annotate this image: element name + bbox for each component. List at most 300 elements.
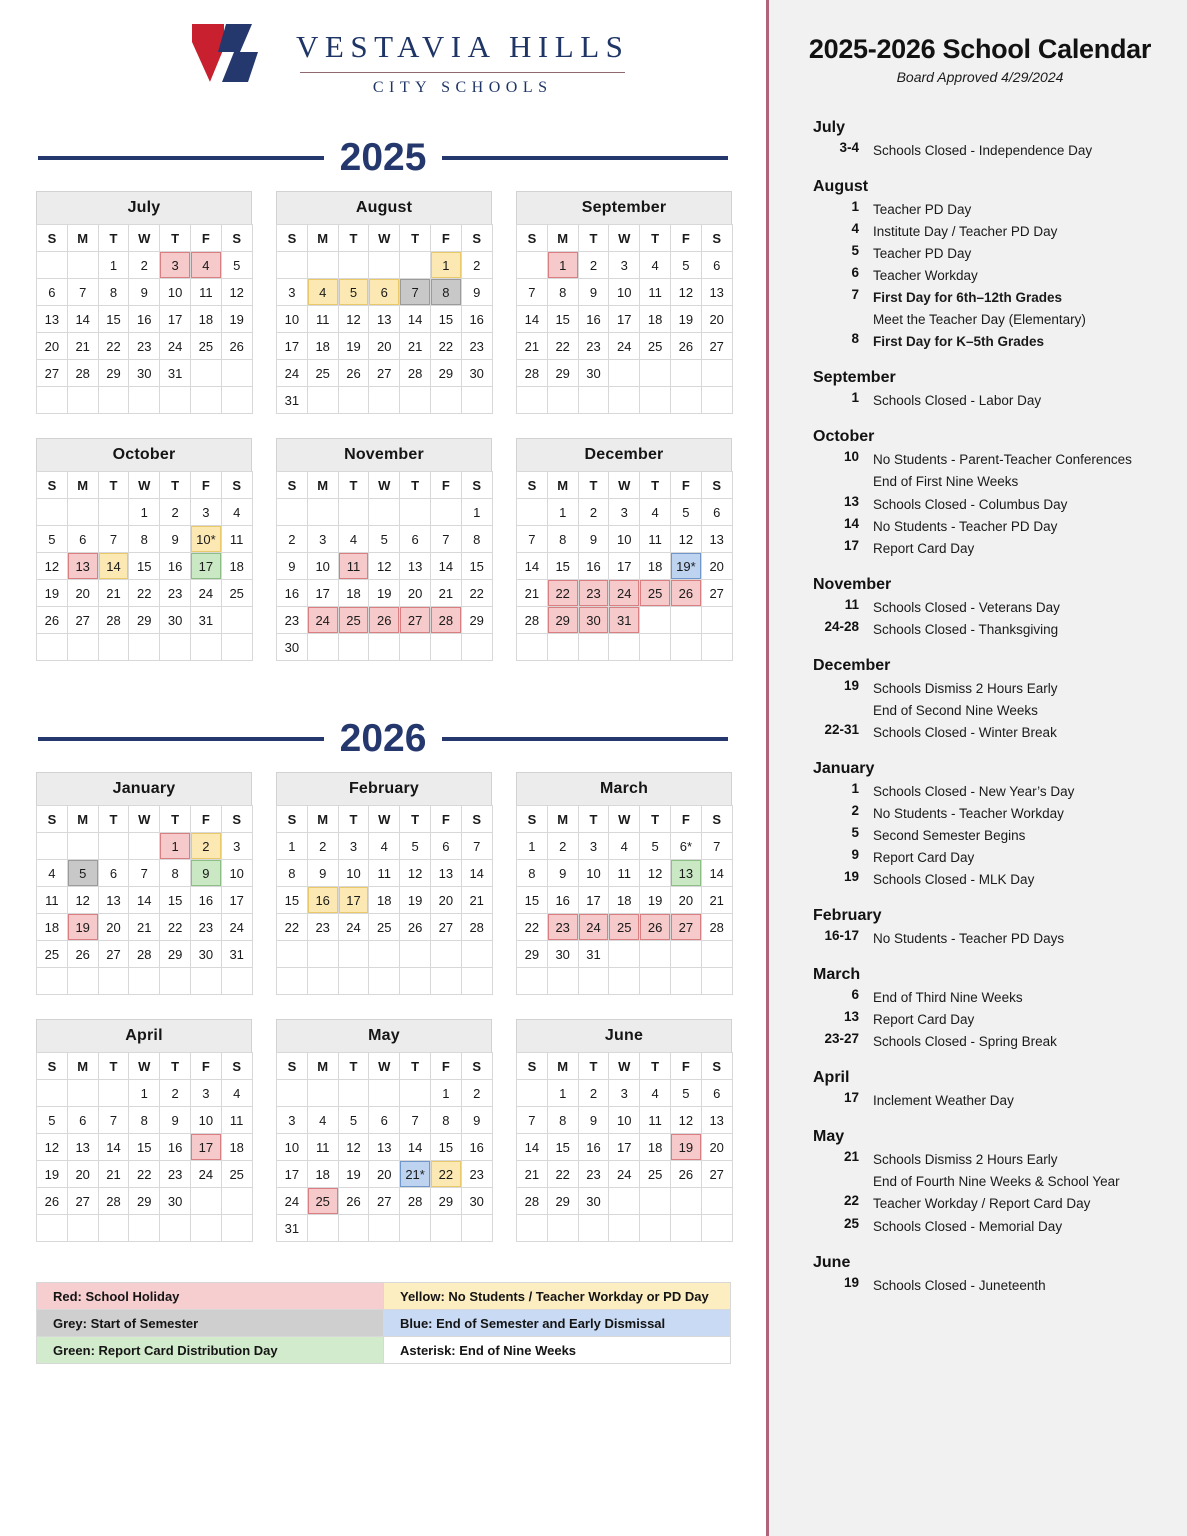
day-cell[interactable]: 31	[277, 1215, 308, 1242]
day-cell[interactable]: 7	[430, 526, 461, 553]
day-cell[interactable]: 3	[578, 833, 609, 860]
day-cell[interactable]: 15	[547, 306, 578, 333]
day-cell[interactable]: 2	[190, 833, 221, 860]
day-cell[interactable]: 5	[67, 860, 98, 887]
day-cell[interactable]: 3	[277, 279, 308, 306]
day-cell[interactable]: 12	[338, 306, 369, 333]
day-cell[interactable]: 10*	[190, 526, 221, 553]
day-cell[interactable]: 28	[400, 360, 431, 387]
day-cell[interactable]: 30	[277, 634, 308, 661]
day-cell[interactable]: 27	[701, 333, 732, 360]
day-cell[interactable]: 21	[98, 1161, 129, 1188]
day-cell[interactable]: 28	[701, 914, 732, 941]
day-cell[interactable]: 1	[277, 833, 308, 860]
day-cell[interactable]: 7	[129, 860, 160, 887]
day-cell[interactable]: 9	[578, 1107, 609, 1134]
day-cell[interactable]: 25	[640, 1161, 671, 1188]
day-cell[interactable]: 25	[338, 607, 369, 634]
day-cell[interactable]: 23	[160, 580, 191, 607]
day-cell[interactable]: 8	[430, 1107, 461, 1134]
day-cell[interactable]: 11	[640, 1107, 671, 1134]
day-cell[interactable]: 1	[98, 252, 129, 279]
day-cell[interactable]: 4	[307, 279, 338, 306]
day-cell[interactable]: 23	[277, 607, 308, 634]
day-cell[interactable]: 26	[640, 914, 671, 941]
day-cell[interactable]: 5	[338, 279, 369, 306]
day-cell[interactable]: 17	[578, 887, 609, 914]
day-cell[interactable]: 19	[400, 887, 431, 914]
day-cell[interactable]: 13	[67, 1134, 98, 1161]
day-cell[interactable]: 1	[547, 1080, 578, 1107]
day-cell[interactable]: 27	[67, 1188, 98, 1215]
day-cell[interactable]: 25	[221, 1161, 252, 1188]
day-cell[interactable]: 30	[578, 607, 609, 634]
day-cell[interactable]: 20	[369, 1161, 400, 1188]
day-cell[interactable]: 9	[547, 860, 578, 887]
day-cell[interactable]: 28	[517, 1188, 548, 1215]
day-cell[interactable]: 16	[129, 306, 160, 333]
day-cell[interactable]: 6	[369, 279, 400, 306]
day-cell[interactable]: 19*	[670, 553, 701, 580]
day-cell[interactable]: 18	[190, 306, 221, 333]
day-cell[interactable]: 20	[701, 553, 732, 580]
day-cell[interactable]: 15	[461, 553, 492, 580]
day-cell[interactable]: 1	[547, 499, 578, 526]
day-cell[interactable]: 26	[67, 941, 98, 968]
day-cell[interactable]: 24	[609, 333, 640, 360]
day-cell[interactable]: 17	[190, 1134, 221, 1161]
day-cell[interactable]: 5	[369, 526, 400, 553]
day-cell[interactable]: 24	[609, 1161, 640, 1188]
day-cell[interactable]: 4	[221, 1080, 252, 1107]
day-cell[interactable]: 13	[430, 860, 461, 887]
day-cell[interactable]: 28	[98, 1188, 129, 1215]
day-cell[interactable]: 12	[400, 860, 431, 887]
day-cell[interactable]: 9	[461, 279, 492, 306]
day-cell[interactable]: 18	[37, 914, 68, 941]
day-cell[interactable]: 28	[430, 607, 461, 634]
day-cell[interactable]: 4	[609, 833, 640, 860]
day-cell[interactable]: 24	[277, 360, 308, 387]
day-cell[interactable]: 9	[461, 1107, 492, 1134]
day-cell[interactable]: 5	[670, 499, 701, 526]
day-cell[interactable]: 24	[190, 1161, 221, 1188]
day-cell[interactable]: 1	[461, 499, 492, 526]
day-cell[interactable]: 27	[701, 1161, 732, 1188]
day-cell[interactable]: 11	[307, 306, 338, 333]
day-cell[interactable]: 18	[609, 887, 640, 914]
day-cell[interactable]: 3	[277, 1107, 308, 1134]
day-cell[interactable]: 18	[221, 1134, 252, 1161]
day-cell[interactable]: 6	[67, 1107, 98, 1134]
day-cell[interactable]: 27	[369, 1188, 400, 1215]
day-cell[interactable]: 1	[547, 252, 578, 279]
day-cell[interactable]: 18	[640, 1134, 671, 1161]
day-cell[interactable]: 22	[98, 333, 129, 360]
day-cell[interactable]: 7	[517, 1107, 548, 1134]
day-cell[interactable]: 20	[400, 580, 431, 607]
day-cell[interactable]: 23	[160, 1161, 191, 1188]
day-cell[interactable]: 30	[578, 1188, 609, 1215]
day-cell[interactable]: 13	[98, 887, 129, 914]
day-cell[interactable]: 1	[430, 1080, 461, 1107]
day-cell[interactable]: 4	[307, 1107, 338, 1134]
day-cell[interactable]: 23	[578, 333, 609, 360]
day-cell[interactable]: 22	[430, 1161, 461, 1188]
day-cell[interactable]: 12	[37, 1134, 68, 1161]
day-cell[interactable]: 4	[640, 499, 671, 526]
day-cell[interactable]: 3	[609, 1080, 640, 1107]
day-cell[interactable]: 29	[160, 941, 191, 968]
day-cell[interactable]: 15	[547, 553, 578, 580]
day-cell[interactable]: 8	[160, 860, 191, 887]
day-cell[interactable]: 20	[67, 1161, 98, 1188]
day-cell[interactable]: 17	[160, 306, 191, 333]
day-cell[interactable]: 22	[547, 333, 578, 360]
day-cell[interactable]: 6	[400, 526, 431, 553]
day-cell[interactable]: 13	[369, 306, 400, 333]
day-cell[interactable]: 12	[338, 1134, 369, 1161]
day-cell[interactable]: 17	[609, 306, 640, 333]
day-cell[interactable]: 20	[369, 333, 400, 360]
day-cell[interactable]: 18	[338, 580, 369, 607]
day-cell[interactable]: 13	[701, 1107, 732, 1134]
day-cell[interactable]: 6	[67, 526, 98, 553]
day-cell[interactable]: 4	[369, 833, 400, 860]
day-cell[interactable]: 23	[578, 1161, 609, 1188]
day-cell[interactable]: 4	[190, 252, 221, 279]
day-cell[interactable]: 18	[221, 553, 252, 580]
day-cell[interactable]: 28	[98, 607, 129, 634]
day-cell[interactable]: 2	[547, 833, 578, 860]
day-cell[interactable]: 19	[338, 1161, 369, 1188]
day-cell[interactable]: 1	[160, 833, 191, 860]
day-cell[interactable]: 24	[338, 914, 369, 941]
day-cell[interactable]: 24	[277, 1188, 308, 1215]
day-cell[interactable]: 23	[129, 333, 160, 360]
day-cell[interactable]: 11	[640, 279, 671, 306]
day-cell[interactable]: 19	[67, 914, 98, 941]
day-cell[interactable]: 25	[640, 580, 671, 607]
day-cell[interactable]: 8	[430, 279, 461, 306]
day-cell[interactable]: 30	[129, 360, 160, 387]
day-cell[interactable]: 5	[338, 1107, 369, 1134]
day-cell[interactable]: 11	[221, 526, 252, 553]
day-cell[interactable]: 8	[461, 526, 492, 553]
day-cell[interactable]: 5	[670, 252, 701, 279]
day-cell[interactable]: 22	[277, 914, 308, 941]
day-cell[interactable]: 11	[640, 526, 671, 553]
day-cell[interactable]: 6	[37, 279, 68, 306]
day-cell[interactable]: 3	[609, 499, 640, 526]
day-cell[interactable]: 19	[640, 887, 671, 914]
day-cell[interactable]: 3	[190, 499, 221, 526]
day-cell[interactable]: 16	[160, 1134, 191, 1161]
day-cell[interactable]: 27	[400, 607, 431, 634]
day-cell[interactable]: 21	[98, 580, 129, 607]
day-cell[interactable]: 17	[609, 553, 640, 580]
day-cell[interactable]: 28	[517, 360, 548, 387]
day-cell[interactable]: 22	[160, 914, 191, 941]
day-cell[interactable]: 5	[221, 252, 252, 279]
day-cell[interactable]: 22	[461, 580, 492, 607]
day-cell[interactable]: 18	[307, 1161, 338, 1188]
day-cell[interactable]: 18	[640, 553, 671, 580]
day-cell[interactable]: 11	[338, 553, 369, 580]
day-cell[interactable]: 14	[400, 306, 431, 333]
day-cell[interactable]: 10	[338, 860, 369, 887]
day-cell[interactable]: 17	[609, 1134, 640, 1161]
day-cell[interactable]: 7	[517, 279, 548, 306]
day-cell[interactable]: 21	[701, 887, 732, 914]
day-cell[interactable]: 20	[430, 887, 461, 914]
day-cell[interactable]: 31	[160, 360, 191, 387]
day-cell[interactable]: 2	[578, 1080, 609, 1107]
day-cell[interactable]: 24	[609, 580, 640, 607]
day-cell[interactable]: 20	[701, 1134, 732, 1161]
day-cell[interactable]: 25	[190, 333, 221, 360]
day-cell[interactable]: 20	[670, 887, 701, 914]
day-cell[interactable]: 24	[160, 333, 191, 360]
day-cell[interactable]: 25	[369, 914, 400, 941]
day-cell[interactable]: 22	[517, 914, 548, 941]
day-cell[interactable]: 9	[190, 860, 221, 887]
day-cell[interactable]: 24	[190, 580, 221, 607]
day-cell[interactable]: 9	[129, 279, 160, 306]
day-cell[interactable]: 20	[701, 306, 732, 333]
day-cell[interactable]: 16	[307, 887, 338, 914]
day-cell[interactable]: 16	[547, 887, 578, 914]
day-cell[interactable]: 29	[98, 360, 129, 387]
day-cell[interactable]: 7	[400, 279, 431, 306]
day-cell[interactable]: 4	[338, 526, 369, 553]
day-cell[interactable]: 10	[277, 306, 308, 333]
day-cell[interactable]: 7	[400, 1107, 431, 1134]
day-cell[interactable]: 24	[307, 607, 338, 634]
day-cell[interactable]: 15	[547, 1134, 578, 1161]
day-cell[interactable]: 13	[37, 306, 68, 333]
day-cell[interactable]: 22	[129, 1161, 160, 1188]
day-cell[interactable]: 21	[430, 580, 461, 607]
day-cell[interactable]: 7	[461, 833, 492, 860]
day-cell[interactable]: 3	[609, 252, 640, 279]
day-cell[interactable]: 28	[517, 607, 548, 634]
day-cell[interactable]: 19	[221, 306, 252, 333]
day-cell[interactable]: 5	[400, 833, 431, 860]
day-cell[interactable]: 17	[221, 887, 252, 914]
day-cell[interactable]: 28	[400, 1188, 431, 1215]
day-cell[interactable]: 21	[129, 914, 160, 941]
day-cell[interactable]: 27	[701, 580, 732, 607]
day-cell[interactable]: 13	[701, 279, 732, 306]
day-cell[interactable]: 15	[160, 887, 191, 914]
day-cell[interactable]: 25	[307, 360, 338, 387]
day-cell[interactable]: 1	[129, 499, 160, 526]
day-cell[interactable]: 9	[277, 553, 308, 580]
day-cell[interactable]: 11	[369, 860, 400, 887]
day-cell[interactable]: 15	[129, 553, 160, 580]
day-cell[interactable]: 11	[221, 1107, 252, 1134]
day-cell[interactable]: 14	[517, 553, 548, 580]
day-cell[interactable]: 15	[277, 887, 308, 914]
day-cell[interactable]: 24	[221, 914, 252, 941]
day-cell[interactable]: 30	[160, 607, 191, 634]
day-cell[interactable]: 12	[670, 279, 701, 306]
day-cell[interactable]: 18	[640, 306, 671, 333]
day-cell[interactable]: 29	[547, 360, 578, 387]
day-cell[interactable]: 1	[129, 1080, 160, 1107]
day-cell[interactable]: 26	[221, 333, 252, 360]
day-cell[interactable]: 19	[37, 1161, 68, 1188]
day-cell[interactable]: 25	[221, 580, 252, 607]
day-cell[interactable]: 23	[190, 914, 221, 941]
day-cell[interactable]: 30	[578, 360, 609, 387]
day-cell[interactable]: 27	[670, 914, 701, 941]
day-cell[interactable]: 31	[221, 941, 252, 968]
day-cell[interactable]: 3	[338, 833, 369, 860]
day-cell[interactable]: 16	[461, 1134, 492, 1161]
day-cell[interactable]: 12	[369, 553, 400, 580]
day-cell[interactable]: 25	[609, 914, 640, 941]
day-cell[interactable]: 5	[37, 1107, 68, 1134]
day-cell[interactable]: 8	[277, 860, 308, 887]
day-cell[interactable]: 4	[37, 860, 68, 887]
day-cell[interactable]: 1	[430, 252, 461, 279]
day-cell[interactable]: 25	[37, 941, 68, 968]
day-cell[interactable]: 8	[517, 860, 548, 887]
day-cell[interactable]: 27	[37, 360, 68, 387]
day-cell[interactable]: 11	[190, 279, 221, 306]
day-cell[interactable]: 22	[129, 580, 160, 607]
day-cell[interactable]: 25	[307, 1188, 338, 1215]
day-cell[interactable]: 10	[160, 279, 191, 306]
day-cell[interactable]: 2	[160, 499, 191, 526]
day-cell[interactable]: 13	[400, 553, 431, 580]
day-cell[interactable]: 13	[701, 526, 732, 553]
day-cell[interactable]: 22	[547, 1161, 578, 1188]
day-cell[interactable]: 4	[640, 252, 671, 279]
day-cell[interactable]: 8	[547, 526, 578, 553]
day-cell[interactable]: 17	[277, 333, 308, 360]
day-cell[interactable]: 30	[547, 941, 578, 968]
day-cell[interactable]: 13	[369, 1134, 400, 1161]
day-cell[interactable]: 1	[517, 833, 548, 860]
day-cell[interactable]: 2	[129, 252, 160, 279]
day-cell[interactable]: 7	[701, 833, 732, 860]
day-cell[interactable]: 3	[160, 252, 191, 279]
day-cell[interactable]: 2	[277, 526, 308, 553]
day-cell[interactable]: 26	[670, 333, 701, 360]
day-cell[interactable]: 10	[277, 1134, 308, 1161]
day-cell[interactable]: 29	[129, 1188, 160, 1215]
day-cell[interactable]: 26	[338, 360, 369, 387]
day-cell[interactable]: 21	[67, 333, 98, 360]
day-cell[interactable]: 8	[547, 1107, 578, 1134]
day-cell[interactable]: 12	[670, 526, 701, 553]
day-cell[interactable]: 26	[37, 1188, 68, 1215]
day-cell[interactable]: 10	[190, 1107, 221, 1134]
day-cell[interactable]: 21*	[400, 1161, 431, 1188]
day-cell[interactable]: 8	[547, 279, 578, 306]
day-cell[interactable]: 5	[37, 526, 68, 553]
day-cell[interactable]: 10	[221, 860, 252, 887]
day-cell[interactable]: 14	[98, 1134, 129, 1161]
day-cell[interactable]: 14	[98, 553, 129, 580]
day-cell[interactable]: 15	[517, 887, 548, 914]
day-cell[interactable]: 19	[369, 580, 400, 607]
day-cell[interactable]: 4	[640, 1080, 671, 1107]
day-cell[interactable]: 2	[461, 1080, 492, 1107]
day-cell[interactable]: 26	[670, 1161, 701, 1188]
day-cell[interactable]: 14	[517, 1134, 548, 1161]
day-cell[interactable]: 23	[307, 914, 338, 941]
day-cell[interactable]: 12	[221, 279, 252, 306]
day-cell[interactable]: 21	[517, 1161, 548, 1188]
day-cell[interactable]: 27	[369, 360, 400, 387]
day-cell[interactable]: 15	[129, 1134, 160, 1161]
day-cell[interactable]: 25	[640, 333, 671, 360]
day-cell[interactable]: 3	[221, 833, 252, 860]
day-cell[interactable]: 31	[578, 941, 609, 968]
day-cell[interactable]: 27	[67, 607, 98, 634]
day-cell[interactable]: 18	[307, 333, 338, 360]
day-cell[interactable]: 31	[190, 607, 221, 634]
day-cell[interactable]: 14	[400, 1134, 431, 1161]
day-cell[interactable]: 9	[578, 279, 609, 306]
day-cell[interactable]: 23	[461, 1161, 492, 1188]
day-cell[interactable]: 6*	[670, 833, 701, 860]
day-cell[interactable]: 12	[67, 887, 98, 914]
day-cell[interactable]: 15	[430, 306, 461, 333]
day-cell[interactable]: 8	[98, 279, 129, 306]
day-cell[interactable]: 10	[609, 1107, 640, 1134]
day-cell[interactable]: 13	[67, 553, 98, 580]
day-cell[interactable]: 7	[517, 526, 548, 553]
day-cell[interactable]: 5	[670, 1080, 701, 1107]
day-cell[interactable]: 28	[67, 360, 98, 387]
day-cell[interactable]: 21	[400, 333, 431, 360]
day-cell[interactable]: 26	[400, 914, 431, 941]
day-cell[interactable]: 27	[98, 941, 129, 968]
day-cell[interactable]: 17	[338, 887, 369, 914]
day-cell[interactable]: 21	[517, 333, 548, 360]
day-cell[interactable]: 5	[640, 833, 671, 860]
day-cell[interactable]: 10	[609, 526, 640, 553]
day-cell[interactable]: 9	[578, 526, 609, 553]
day-cell[interactable]: 11	[609, 860, 640, 887]
day-cell[interactable]: 7	[98, 526, 129, 553]
day-cell[interactable]: 2	[160, 1080, 191, 1107]
day-cell[interactable]: 16	[578, 553, 609, 580]
day-cell[interactable]: 22	[547, 580, 578, 607]
day-cell[interactable]: 6	[430, 833, 461, 860]
day-cell[interactable]: 29	[517, 941, 548, 968]
day-cell[interactable]: 2	[578, 499, 609, 526]
day-cell[interactable]: 29	[461, 607, 492, 634]
day-cell[interactable]: 6	[98, 860, 129, 887]
day-cell[interactable]: 16	[277, 580, 308, 607]
day-cell[interactable]: 26	[37, 607, 68, 634]
day-cell[interactable]: 18	[369, 887, 400, 914]
day-cell[interactable]: 17	[277, 1161, 308, 1188]
day-cell[interactable]: 23	[461, 333, 492, 360]
day-cell[interactable]: 15	[430, 1134, 461, 1161]
day-cell[interactable]: 20	[98, 914, 129, 941]
day-cell[interactable]: 19	[338, 333, 369, 360]
day-cell[interactable]: 27	[430, 914, 461, 941]
day-cell[interactable]: 9	[160, 1107, 191, 1134]
day-cell[interactable]: 14	[430, 553, 461, 580]
